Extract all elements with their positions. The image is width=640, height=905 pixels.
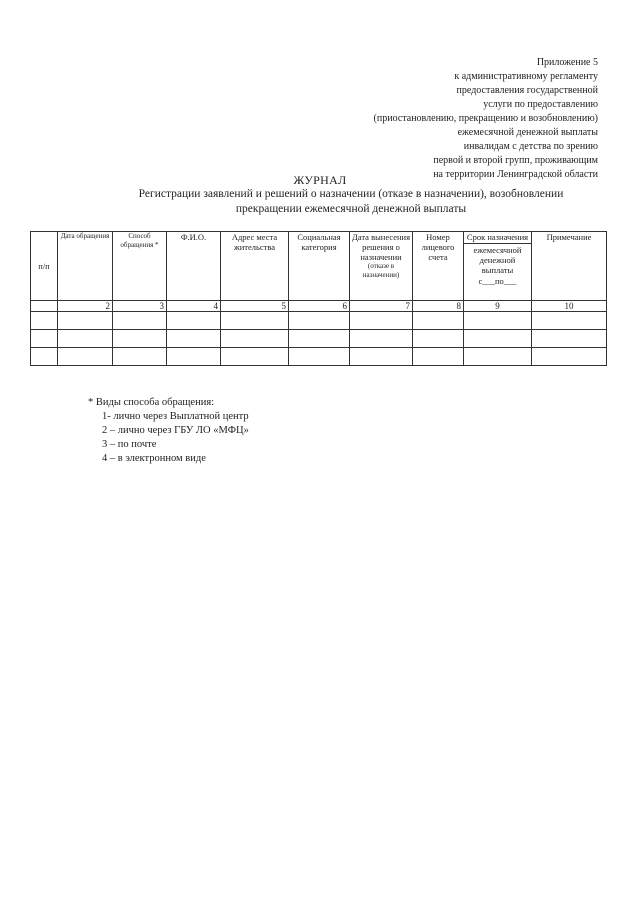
col-header-address: Адрес места жительства — [221, 232, 289, 301]
table-cell — [464, 330, 532, 348]
footnote-item: 2 – лично через ГБУ ЛО «МФЦ» — [102, 425, 249, 436]
footnote-title: * Виды способа обращения: — [88, 397, 215, 408]
payment-term-period: с___по___ — [478, 276, 517, 286]
column-number: 7 — [350, 301, 413, 312]
table-cell — [413, 330, 464, 348]
table-cell — [167, 312, 221, 330]
col-header-payment-term — [464, 232, 532, 301]
decision-date-sub: (отказе в назначении) — [362, 262, 400, 279]
table-cell — [532, 312, 607, 330]
table-row — [31, 312, 607, 330]
subtitle-line-1: Регистрации заявлений и решений о назначении (отказе в назначении), возобновлении — [138, 188, 564, 200]
table-cell — [289, 312, 350, 330]
column-number: 8 — [413, 301, 464, 312]
appendix-line: (приостановлению, прекращению и возобновлению) — [373, 113, 598, 124]
column-number: 9 — [464, 301, 532, 312]
table-cell — [221, 348, 289, 366]
payment-term-label: Срок назначения — [464, 232, 531, 244]
table-cell — [221, 330, 289, 348]
appendix-line: предоставления государственной — [456, 85, 598, 96]
column-number: 3 — [113, 301, 167, 312]
column-number: 2 — [58, 301, 113, 312]
table-cell — [289, 348, 350, 366]
table-cell — [413, 312, 464, 330]
journal-title: ЖУРНАЛ — [293, 173, 347, 187]
appendix-line: Приложение 5 — [536, 57, 598, 68]
footnote-item: 4 – в электронном виде — [102, 453, 206, 464]
col-header-number: п/п — [31, 232, 58, 301]
appendix-line: инвалидам с детства по зрению — [463, 141, 598, 152]
column-number-row — [31, 301, 607, 312]
column-number: 6 — [289, 301, 350, 312]
table-cell — [350, 348, 413, 366]
table-cell — [464, 348, 532, 366]
table-cell — [113, 330, 167, 348]
table-cell — [31, 312, 58, 330]
journal-subtitle — [96, 187, 606, 217]
footnote-item: 3 – по почте — [102, 439, 157, 450]
subtitle-line-2: прекращении ежемесячной денежной выплаты — [235, 203, 467, 215]
appendix-line: к административному регламенту — [454, 71, 598, 82]
col-header-full-name: Ф.И.О. — [167, 232, 221, 301]
table-cell — [221, 312, 289, 330]
col-header-social-category: Социальная категория — [289, 232, 350, 301]
col-header-date-request: Дата обращения — [58, 232, 113, 301]
table-header-row — [31, 232, 607, 301]
table-cell — [289, 330, 350, 348]
table-cell — [413, 348, 464, 366]
table-row — [31, 348, 607, 366]
table-cell — [31, 330, 58, 348]
table-cell — [58, 312, 113, 330]
appendix-line: услуги по предоставлению — [483, 99, 598, 110]
table-cell — [350, 312, 413, 330]
payment-term-desc: ежемесячной денежной выплаты — [473, 245, 522, 275]
table-cell — [464, 312, 532, 330]
table-cell — [350, 330, 413, 348]
table-row — [31, 330, 607, 348]
appendix-line: ежемесячной денежной выплаты — [457, 127, 598, 138]
col-header-request-method: Способ обращения * — [113, 232, 167, 301]
col-header-note: Примечание — [532, 232, 607, 301]
footnote-block — [88, 396, 488, 466]
footnote-item: 1- лично через Выплатной центр — [102, 411, 249, 422]
column-number: 10 — [532, 301, 607, 312]
table-cell — [31, 348, 58, 366]
appendix-line: на территории Ленинградской области — [433, 169, 598, 180]
table-cell — [58, 330, 113, 348]
table-cell — [167, 348, 221, 366]
column-number: 4 — [167, 301, 221, 312]
column-number — [31, 301, 58, 312]
table-cell — [532, 330, 607, 348]
table-cell — [167, 330, 221, 348]
table-cell — [113, 348, 167, 366]
column-number: 5 — [221, 301, 289, 312]
registration-table — [30, 231, 607, 366]
table-cell — [113, 312, 167, 330]
decision-date-main: Дата вынесения решения о назначении — [352, 232, 410, 262]
appendix-line: первой и второй групп, проживающим — [433, 155, 598, 166]
col-header-decision-date — [350, 232, 413, 301]
appendix-block — [298, 56, 598, 182]
col-header-account-number: Номер лицевого счета — [413, 232, 464, 301]
table-cell — [532, 348, 607, 366]
table-cell — [58, 348, 113, 366]
